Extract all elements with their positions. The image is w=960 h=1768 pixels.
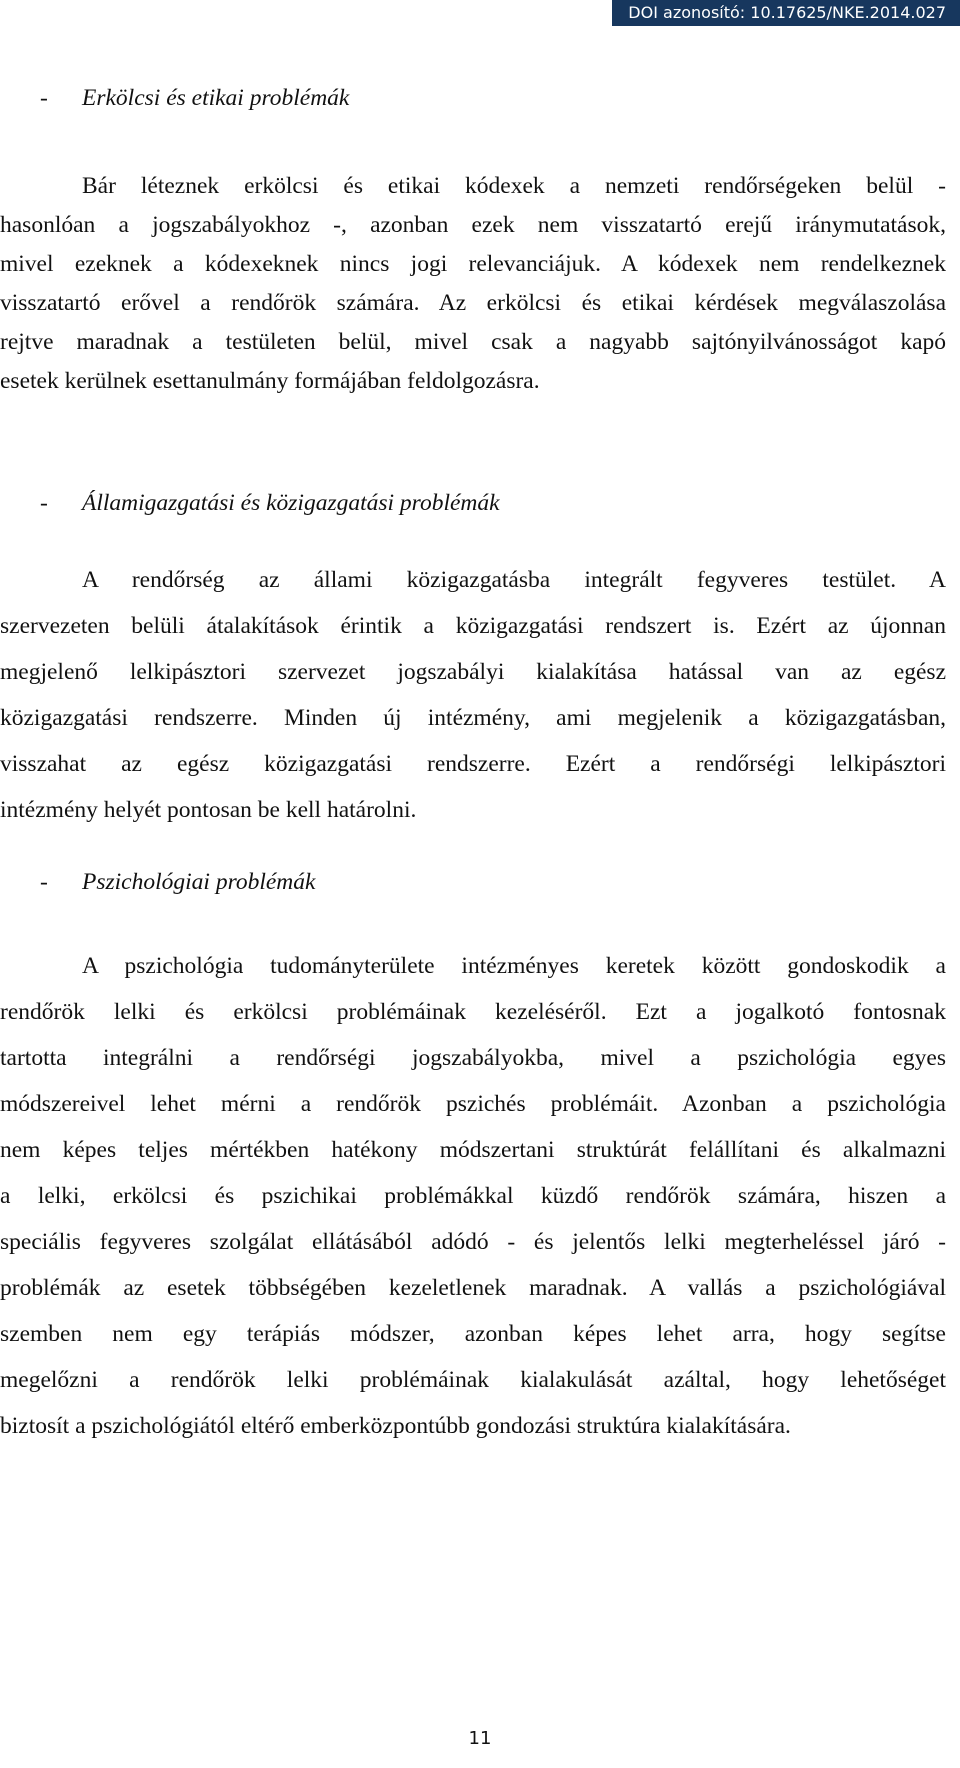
heading-dash: -: [40, 490, 48, 516]
paragraph-line: esetek kerülnek esettanulmány formájában feldolgozásra.: [0, 368, 540, 394]
paragraph-line: módszereivel lehet mérni a rendőrök pszichés problémáit. Azonban a pszichológia: [0, 1091, 946, 1117]
paragraph-line: Bár léteznek erkölcsi és etikai kódexek a nemzeti rendőrségeken belül -: [82, 173, 946, 199]
paragraph-line: visszatartó erővel a rendőrök számára. Az erkölcsi és etikai kérdések megválaszolása: [0, 290, 946, 316]
section-heading-administration: [0, 483, 960, 523]
paragraph-line: hasonlóan a jogszabályokhoz -, azonban ezek nem visszatartó erejű iránymutatások,: [0, 212, 946, 238]
heading-text: Államigazgatási és közigazgatási problémák: [82, 490, 500, 516]
paragraph-line: intézmény helyét pontosan be kell határolni.: [0, 797, 417, 823]
paragraph-line: biztosít a pszichológiától eltérő emberközpontúbb gondozási struktúra kialakítására.: [0, 1413, 791, 1439]
paragraph-line: megelőzni a rendőrök lelki problémáinak kialakulását azáltal, hogy lehetőséget: [0, 1367, 946, 1393]
paragraph-line: visszahat az egész közigazgatási rendszerre. Ezért a rendőrségi lelkipásztori: [0, 751, 946, 777]
doi-header: DOI azonosító: 10.17625/NKE.2014.027: [612, 0, 960, 26]
page-number: 11: [468, 1728, 492, 1749]
paragraph-line: szemben nem egy terápiás módszer, azonban képes lehet arra, hogy segítse: [0, 1321, 946, 1347]
paragraph-line: rendőrök lelki és erkölcsi problémáinak kezeléséről. Ezt a jogalkotó fontosnak: [0, 999, 946, 1025]
section-heading-ethics: [0, 78, 960, 118]
heading-text: Erkölcsi és etikai problémák: [82, 85, 350, 111]
paragraph-line: tartotta integrálni a rendőrségi jogszabályokba, mivel a pszichológia egyes: [0, 1045, 946, 1071]
heading-dash: -: [40, 85, 48, 111]
paragraph-line: problémák az esetek többségében kezeletlenek maradnak. A vallás a pszichológiával: [0, 1275, 946, 1301]
paragraph-line: megjelenő lelkipásztori szervezet jogszabályi kialakítása hatással van az egész: [0, 659, 946, 685]
heading-dash: -: [40, 869, 48, 895]
paragraph-line: rejtve maradnak a testületen belül, mivel csak a nagyabb sajtónyilvánosságot kapó: [0, 329, 946, 355]
section-heading-psychology: [0, 862, 960, 902]
paragraph-line: A pszichológia tudományterülete intézményes keretek között gondoskodik a: [82, 953, 946, 979]
paragraph-line: speciális fegyveres szolgálat ellátásából adódó - és jelentős lelki megterheléssel járó -: [0, 1229, 946, 1255]
paragraph-line: a lelki, erkölcsi és pszichikai problémákkal küzdő rendőrök számára, hiszen a: [0, 1183, 946, 1209]
paragraph-line: közigazgatási rendszerre. Minden új intézmény, ami megjelenik a közigazgatásban,: [0, 705, 946, 731]
paragraph-line: nem képes teljes mértékben hatékony módszertani struktúrát felállítani és alkalmazni: [0, 1137, 946, 1163]
paragraph-line: mivel ezeknek a kódexeknek nincs jogi relevanciájuk. A kódexek nem rendelkeznek: [0, 251, 946, 277]
heading-text: Pszichológiai problémák: [82, 869, 316, 895]
paragraph-line: A rendőrség az állami közigazgatásba integrált fegyveres testület. A: [82, 567, 946, 593]
paragraph-line: szervezeten belüli átalakítások érintik a közigazgatási rendszert is. Ezért az újonnan: [0, 613, 946, 639]
